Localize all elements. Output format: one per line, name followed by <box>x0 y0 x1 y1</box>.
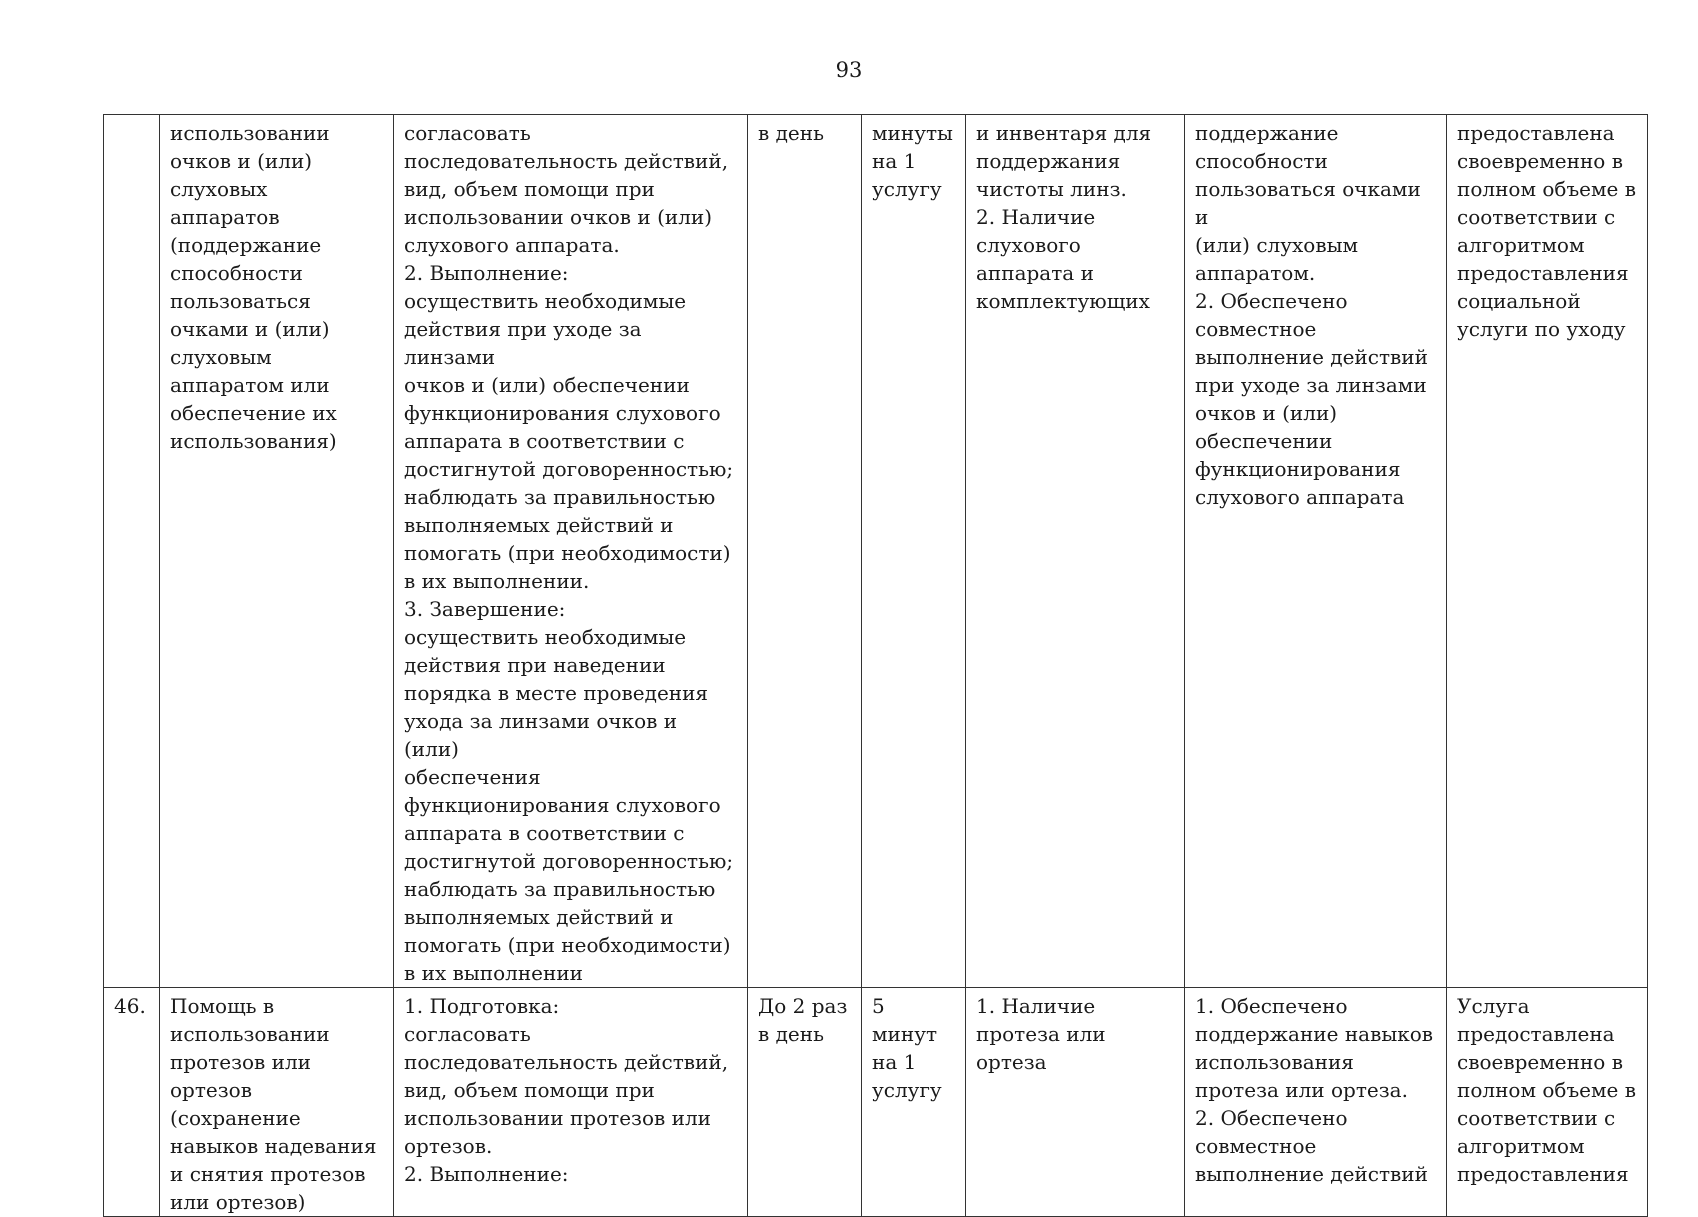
cell-description: 1. Подготовка: согласовать последовательность действий, вид, объем помощи при использовании протезов или ортезов. 2. Выполнение: <box>394 988 748 1217</box>
cell-service-name: Помощь в использовании протезов или ортезов (сохранение навыков надевания и снятия протезов или ортезов) <box>160 988 394 1217</box>
cell-quality: Услуга предоставлена своевременно в полном объеме в соответствии с алгоритмом предоставления <box>1447 988 1648 1217</box>
cell-number: 46. <box>104 988 160 1217</box>
table-row <box>104 115 1648 988</box>
table-row <box>104 988 1648 1217</box>
page-number: 93 <box>835 58 863 82</box>
cell-frequency: в день <box>748 115 862 988</box>
cell-result: поддержание способности пользоваться очками и (или) слуховым аппаратом. 2. Обеспечено совместное выполнение действий при уходе за линзами очков и (или) обеспечении функционирования слухового аппарата <box>1185 115 1447 988</box>
cell-quality: предоставлена своевременно в полном объеме в соответствии с алгоритмом предоставления социальной услуги по уходу <box>1447 115 1648 988</box>
cell-service-name: использовании очков и (или) слуховых аппаратов (поддержание способности пользоваться очками и (или) слуховым аппаратом или обеспечение их использования) <box>160 115 394 988</box>
cell-result: 1. Обеспечено поддержание навыков использования протеза или ортеза. 2. Обеспечено совместное выполнение действий <box>1185 988 1447 1217</box>
cell-conditions: 1. Наличие протеза или ортеза <box>966 988 1185 1217</box>
cell-duration: 5 минут на 1 услугу <box>862 988 966 1217</box>
cell-conditions: и инвентаря для поддержания чистоты линз. 2. Наличие слухового аппарата и комплектующих <box>966 115 1185 988</box>
cell-number <box>104 115 160 988</box>
cell-description: согласовать последовательность действий, вид, объем помощи при использовании очков и (или) слухового аппарата. 2. Выполнение: осуществить необходимые действия при уходе за линзами очков и (или) обеспечении функционирования слухового аппарата в соответствии с достигнутой договоренностью; наблюдать за правильностью выполняемых действий и помогать (при необходимости) в их выполнении. 3. Завершение: осуществить необходимые действия при наведении порядка в месте проведения ухода за линзами очков и (или) обеспечения функционирования слухового аппарата в соответствии с достигнутой договоренностью; наблюдать за правильностью выполняемых действий и помогать (при необходимости) в их выполнении <box>394 115 748 988</box>
cell-frequency: До 2 раз в день <box>748 988 862 1217</box>
services-table <box>103 114 1648 1217</box>
cell-duration: минуты на 1 услугу <box>862 115 966 988</box>
